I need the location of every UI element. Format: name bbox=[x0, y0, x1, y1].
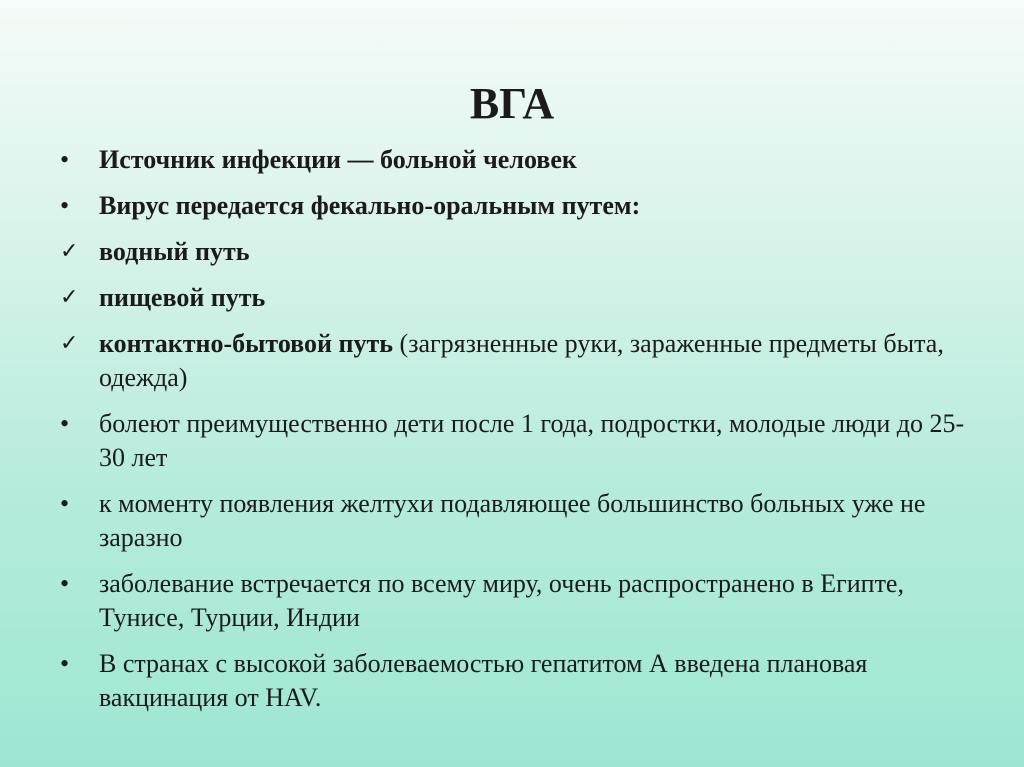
item-text bbox=[99, 327, 978, 395]
item-text-bold: Источник инфекции — больной человек bbox=[99, 145, 577, 174]
item-text-normal: к моменту появления желтухи подавляющее большинство больных уже не заразно bbox=[99, 489, 926, 552]
list-item bbox=[58, 189, 978, 223]
bullet-icon: • bbox=[60, 409, 70, 438]
item-text bbox=[99, 647, 978, 715]
list-item bbox=[58, 235, 978, 269]
list-item bbox=[58, 143, 978, 177]
item-text bbox=[99, 281, 978, 315]
item-text bbox=[99, 235, 978, 269]
item-text bbox=[99, 189, 978, 223]
item-text bbox=[99, 407, 978, 475]
item-text-normal: (загрязненные руки, зараженные предметы быта, одежда) bbox=[99, 329, 944, 392]
item-text-bold: контактно-бытовой путь bbox=[99, 329, 394, 358]
list-item bbox=[58, 327, 978, 395]
item-text-normal: В странах с высокой заболеваемостью гепатитом А введена плановая вакцинация от HAV. bbox=[99, 649, 868, 712]
checkmark-icon: ✓ bbox=[60, 285, 79, 310]
list-item bbox=[58, 487, 978, 555]
item-text bbox=[99, 143, 978, 177]
bullet-icon: • bbox=[60, 145, 70, 174]
slide-title: ВГА bbox=[469, 79, 555, 128]
bullet-icon: • bbox=[60, 649, 70, 678]
checkmark-icon: ✓ bbox=[60, 239, 79, 264]
item-text-bold: Вирус передается фекально-оральным путем: bbox=[99, 191, 641, 220]
bullet-icon: • bbox=[60, 191, 70, 220]
bullet-list bbox=[58, 143, 978, 727]
bullet-icon: • bbox=[60, 569, 70, 598]
bullet-icon: • bbox=[60, 489, 70, 518]
item-text-bold: пищевой путь bbox=[99, 283, 266, 312]
item-text bbox=[99, 487, 978, 555]
item-text bbox=[99, 567, 978, 635]
item-text-bold: водный путь bbox=[99, 237, 250, 266]
list-item bbox=[58, 647, 978, 715]
item-text-normal: болеют преимущественно дети после 1 года, подростки, молодые люди до 25-30 лет bbox=[99, 409, 965, 472]
list-item bbox=[58, 407, 978, 475]
item-text-normal: заболевание встречается по всему миру, очень распространено в Египте, Тунисе, Турции, Индии bbox=[99, 569, 904, 632]
checkmark-icon: ✓ bbox=[60, 331, 79, 356]
list-item bbox=[58, 281, 978, 315]
list-item bbox=[58, 567, 978, 635]
